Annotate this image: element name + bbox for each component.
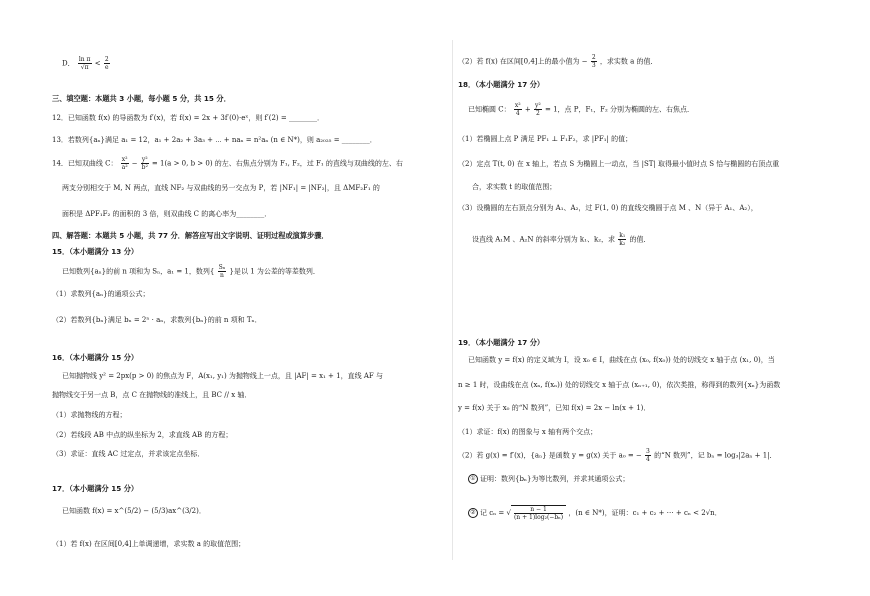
question-15-stem <box>62 264 320 279</box>
question-14-line-3: 面积是 ΔPF₁F₂ 的面积的 3 倍，则双曲线 C 的离心率为________． <box>62 210 272 218</box>
sqrt-radicand <box>511 505 566 521</box>
q17-2-text-a: （2）若 f(x) 在区间[0,4]上的最小值为 − <box>458 57 588 66</box>
option-d-fraction-right <box>104 56 110 71</box>
fraction-numerator: y² <box>141 156 148 163</box>
q19-sub-2-text-a: 记 cₙ = <box>480 509 505 517</box>
question-19-stem-3: y = f(x) 关于 x₀ 的“N 数列”，已知 f(x) = 2x − ln(x + 1)． <box>458 404 651 412</box>
question-16-heading: 16．（本小题满分 15 分） <box>52 353 139 362</box>
question-13: 13．若数列{aₙ}满足 a₁ = 12，a₁ + 2a₂ + 3a₃ + ⋯ + naₙ = n²aₙ (n ∈ N*)，则 a₂₀₂₅ = ________． <box>52 136 377 144</box>
fraction-denominator: 2 <box>535 110 540 117</box>
option-d-label: D． <box>62 59 75 68</box>
q19-sub-2-text-b: ，(n ∈ N*)，证明：c₁ + c₂ + ⋯ + cₙ < 2√n． <box>568 509 722 517</box>
fraction-denominator: 3 <box>591 62 596 69</box>
q19-2-text-b: 的“N 数列”，记 bₙ = log₃|2aₙ + 1|． <box>654 451 777 460</box>
q19-2-text-a: （2）若 g(x) = f′(x)，{aₙ} 是函数 y = g(x) 关于 a₀ = − <box>458 451 642 460</box>
q14-fraction-y <box>141 156 149 171</box>
question-15-heading: 15．（本小题满分 13 分） <box>52 247 139 256</box>
option-d-relation: < <box>94 59 101 68</box>
section-4-heading: 四、解答题：本题共 5 小题，共 77 分．解答应写出文字说明、证明过程或演算步骤． <box>52 231 329 240</box>
q18-3-text-b: 设直线 A₁M 、A₂N 的斜率分别为 k₁、k₂，求 <box>472 235 616 244</box>
option-d <box>62 56 111 71</box>
fraction-denominator: 4 <box>646 456 650 463</box>
fraction-numerator: n − 1 <box>514 506 563 514</box>
fraction-numerator: Sₙ <box>218 264 226 271</box>
question-17-part-2 <box>458 54 658 69</box>
column-divider <box>452 40 453 560</box>
question-16-stem-2: 抛物线交于另一点 B，点 C 在抛物线的准线上，且 BC // x 轴． <box>52 391 252 399</box>
q18-3-fraction <box>618 232 626 247</box>
q17-2-text-b: ，求实数 a 的值． <box>599 57 658 66</box>
q18-3-text-c: 的值． <box>629 235 651 244</box>
fraction-denominator: k₂ <box>619 240 626 247</box>
q14-text-a: 14．已知双曲线 C： <box>52 159 118 168</box>
circled-number-2: ② <box>468 508 478 518</box>
right-column <box>458 0 830 596</box>
q18-text-b: = 1，点 P，F₁，F₂ 分别为椭圆的左、右焦点． <box>545 105 695 114</box>
fraction-denominator: n <box>219 272 224 279</box>
question-19-part-1: （1）求证：f(x) 的图象与 x 轴有两个交点； <box>458 428 598 436</box>
question-16-stem-1: 已知抛物线 y² = 2px(p > 0) 的焦点为 F，A(x₁, y₁) 为抛物线上一点，且 |AF| = x₁ + 1，直线 AF 与 <box>62 372 383 380</box>
question-18-part-3-line-2 <box>472 232 651 247</box>
question-17-part-1: （1）若 f(x) 在区间[0,4]上单调递增，求实数 a 的取值范围； <box>52 540 246 548</box>
fraction-numerator: x² <box>121 156 128 163</box>
fraction-numerator: 3 <box>646 448 650 455</box>
question-16-part-3: （3）求证：直线 AC 过定点，并求该定点坐标． <box>52 450 205 458</box>
question-19-heading: 19．（本小题满分 17 分） <box>458 338 545 347</box>
fraction-numerator: y² <box>534 102 541 109</box>
question-19-sub-2 <box>468 505 722 521</box>
left-column <box>52 0 448 596</box>
plus-sign: + <box>524 105 531 114</box>
question-19-stem-1: 已知函数 y = f(x) 的定义域为 I，设 x₀ ∈ I，曲线在点 (x₀, f(x₀)) 处的切线交 x 轴于点 (x₁, 0)，当 <box>468 356 775 364</box>
sqrt-symbol: √ <box>506 509 511 517</box>
fraction-denominator: e <box>104 64 109 71</box>
q18-fraction-y <box>534 102 542 117</box>
fraction-denominator: 4 <box>515 110 520 117</box>
question-19-sub-1 <box>468 474 629 484</box>
q18-text-a: 已知椭圆 C： <box>468 105 511 114</box>
q17-2-fraction <box>591 54 597 69</box>
question-19-stem-2: n ≥ 1 时，设曲线在点 (xₙ, f(xₙ)) 处的切线交 x 轴于点 (xₙ₊₁, 0)，依次类推，称得到的数列{xₙ}为函数 <box>458 381 781 389</box>
circled-number-1: ① <box>468 474 478 484</box>
question-18-part-1: （1）若椭圆上点 P 满足 PF₁ ⊥ F₁F₂，求 |PF₁| 的值； <box>458 135 633 143</box>
question-16-part-1: （1）求抛物线的方程； <box>52 411 127 419</box>
q14-fraction-x <box>121 156 129 171</box>
fraction-numerator: k₁ <box>619 232 626 239</box>
q15-fraction <box>218 264 227 279</box>
fraction-numerator: 2 <box>591 54 596 61</box>
question-14-line-1 <box>52 156 403 171</box>
question-17-heading: 17．（本小题满分 15 分） <box>52 484 139 493</box>
question-15-part-1: （1）求数列{aₙ}的通项公式； <box>52 290 150 298</box>
q18-fraction-x <box>514 102 522 117</box>
question-14-line-2: 两支分别相交于 M, N 两点，直线 NF₂ 与双曲线的另一交点为 P，若 |NF₁| = |NF₂|，且 ΔMF₂F₁ 的 <box>62 184 380 192</box>
q19-2-fraction <box>645 448 651 463</box>
q19-sub-2-fraction <box>514 506 563 521</box>
fraction-numerator: 2 <box>104 56 109 63</box>
minus-sign: − <box>131 159 138 168</box>
question-18-stem <box>468 102 694 117</box>
question-15-part-2: （2）若数列{bₙ}满足 bₙ = 2ⁿ · aₙ，求数列{bₙ}的前 n 项和 Tₙ． <box>52 316 262 324</box>
fraction-denominator: (n + 1)log₂(−bₙ) <box>513 514 564 521</box>
question-12: 12．已知函数 f(x) 的导函数为 f′(x)，若 f(x) = 2x + 3f′(0)·eˣ，则 f′(2) = ________． <box>52 114 324 122</box>
fraction-numerator: ln π <box>78 56 91 63</box>
question-17-stem: 已知函数 f(x) = x^(5/2) − (5/3)ax^(3/2)． <box>62 507 206 515</box>
fraction-denominator: √π <box>80 64 89 71</box>
question-19-part-2 <box>458 448 777 463</box>
fraction-numerator: x² <box>514 102 521 109</box>
question-18-part-3-line-1: （3）设椭圆的左右顶点分别为 A₁、A₂，过 F(1, 0) 的直线交椭圆于点 M 、N（异于 A₁、A₂）， <box>458 204 758 212</box>
fraction-denominator: b² <box>141 164 148 171</box>
question-16-part-2: （2）若线段 AB 中点的纵坐标为 2，求直线 AB 的方程； <box>52 431 233 439</box>
q15-text-b: }是以 1 为公差的等差数列． <box>229 267 320 276</box>
fraction-denominator: a² <box>121 164 128 171</box>
q15-text-a: 已知数列{aₙ}的前 n 项和为 Sₙ，a₁ = 1，数列{ <box>62 267 215 276</box>
section-3-heading: 三、填空题：本题共 3 小题，每小题 5 分，共 15 分． <box>52 94 231 103</box>
question-18-heading: 18．（本小题满分 17 分） <box>458 80 545 89</box>
q19-sub-1-text: 证明：数列{bₙ}为等比数列，并求其通项公式； <box>480 475 630 483</box>
question-18-part-2-line-1: （2）定点 T(t, 0) 在 x 轴上，若点 S 为椭圆上一动点，当 |ST| 取得最小值时点 S 恰与椭圆的右顶点重 <box>458 160 780 168</box>
question-18-part-2-line-2: 合，求实数 t 的取值范围； <box>472 183 557 191</box>
q14-text-b: = 1(a > 0, b > 0) 的左、右焦点分别为 F₁, F₂，过 F₁ 的直线与双曲线的左、右 <box>151 159 403 168</box>
option-d-fraction-left <box>78 56 92 71</box>
